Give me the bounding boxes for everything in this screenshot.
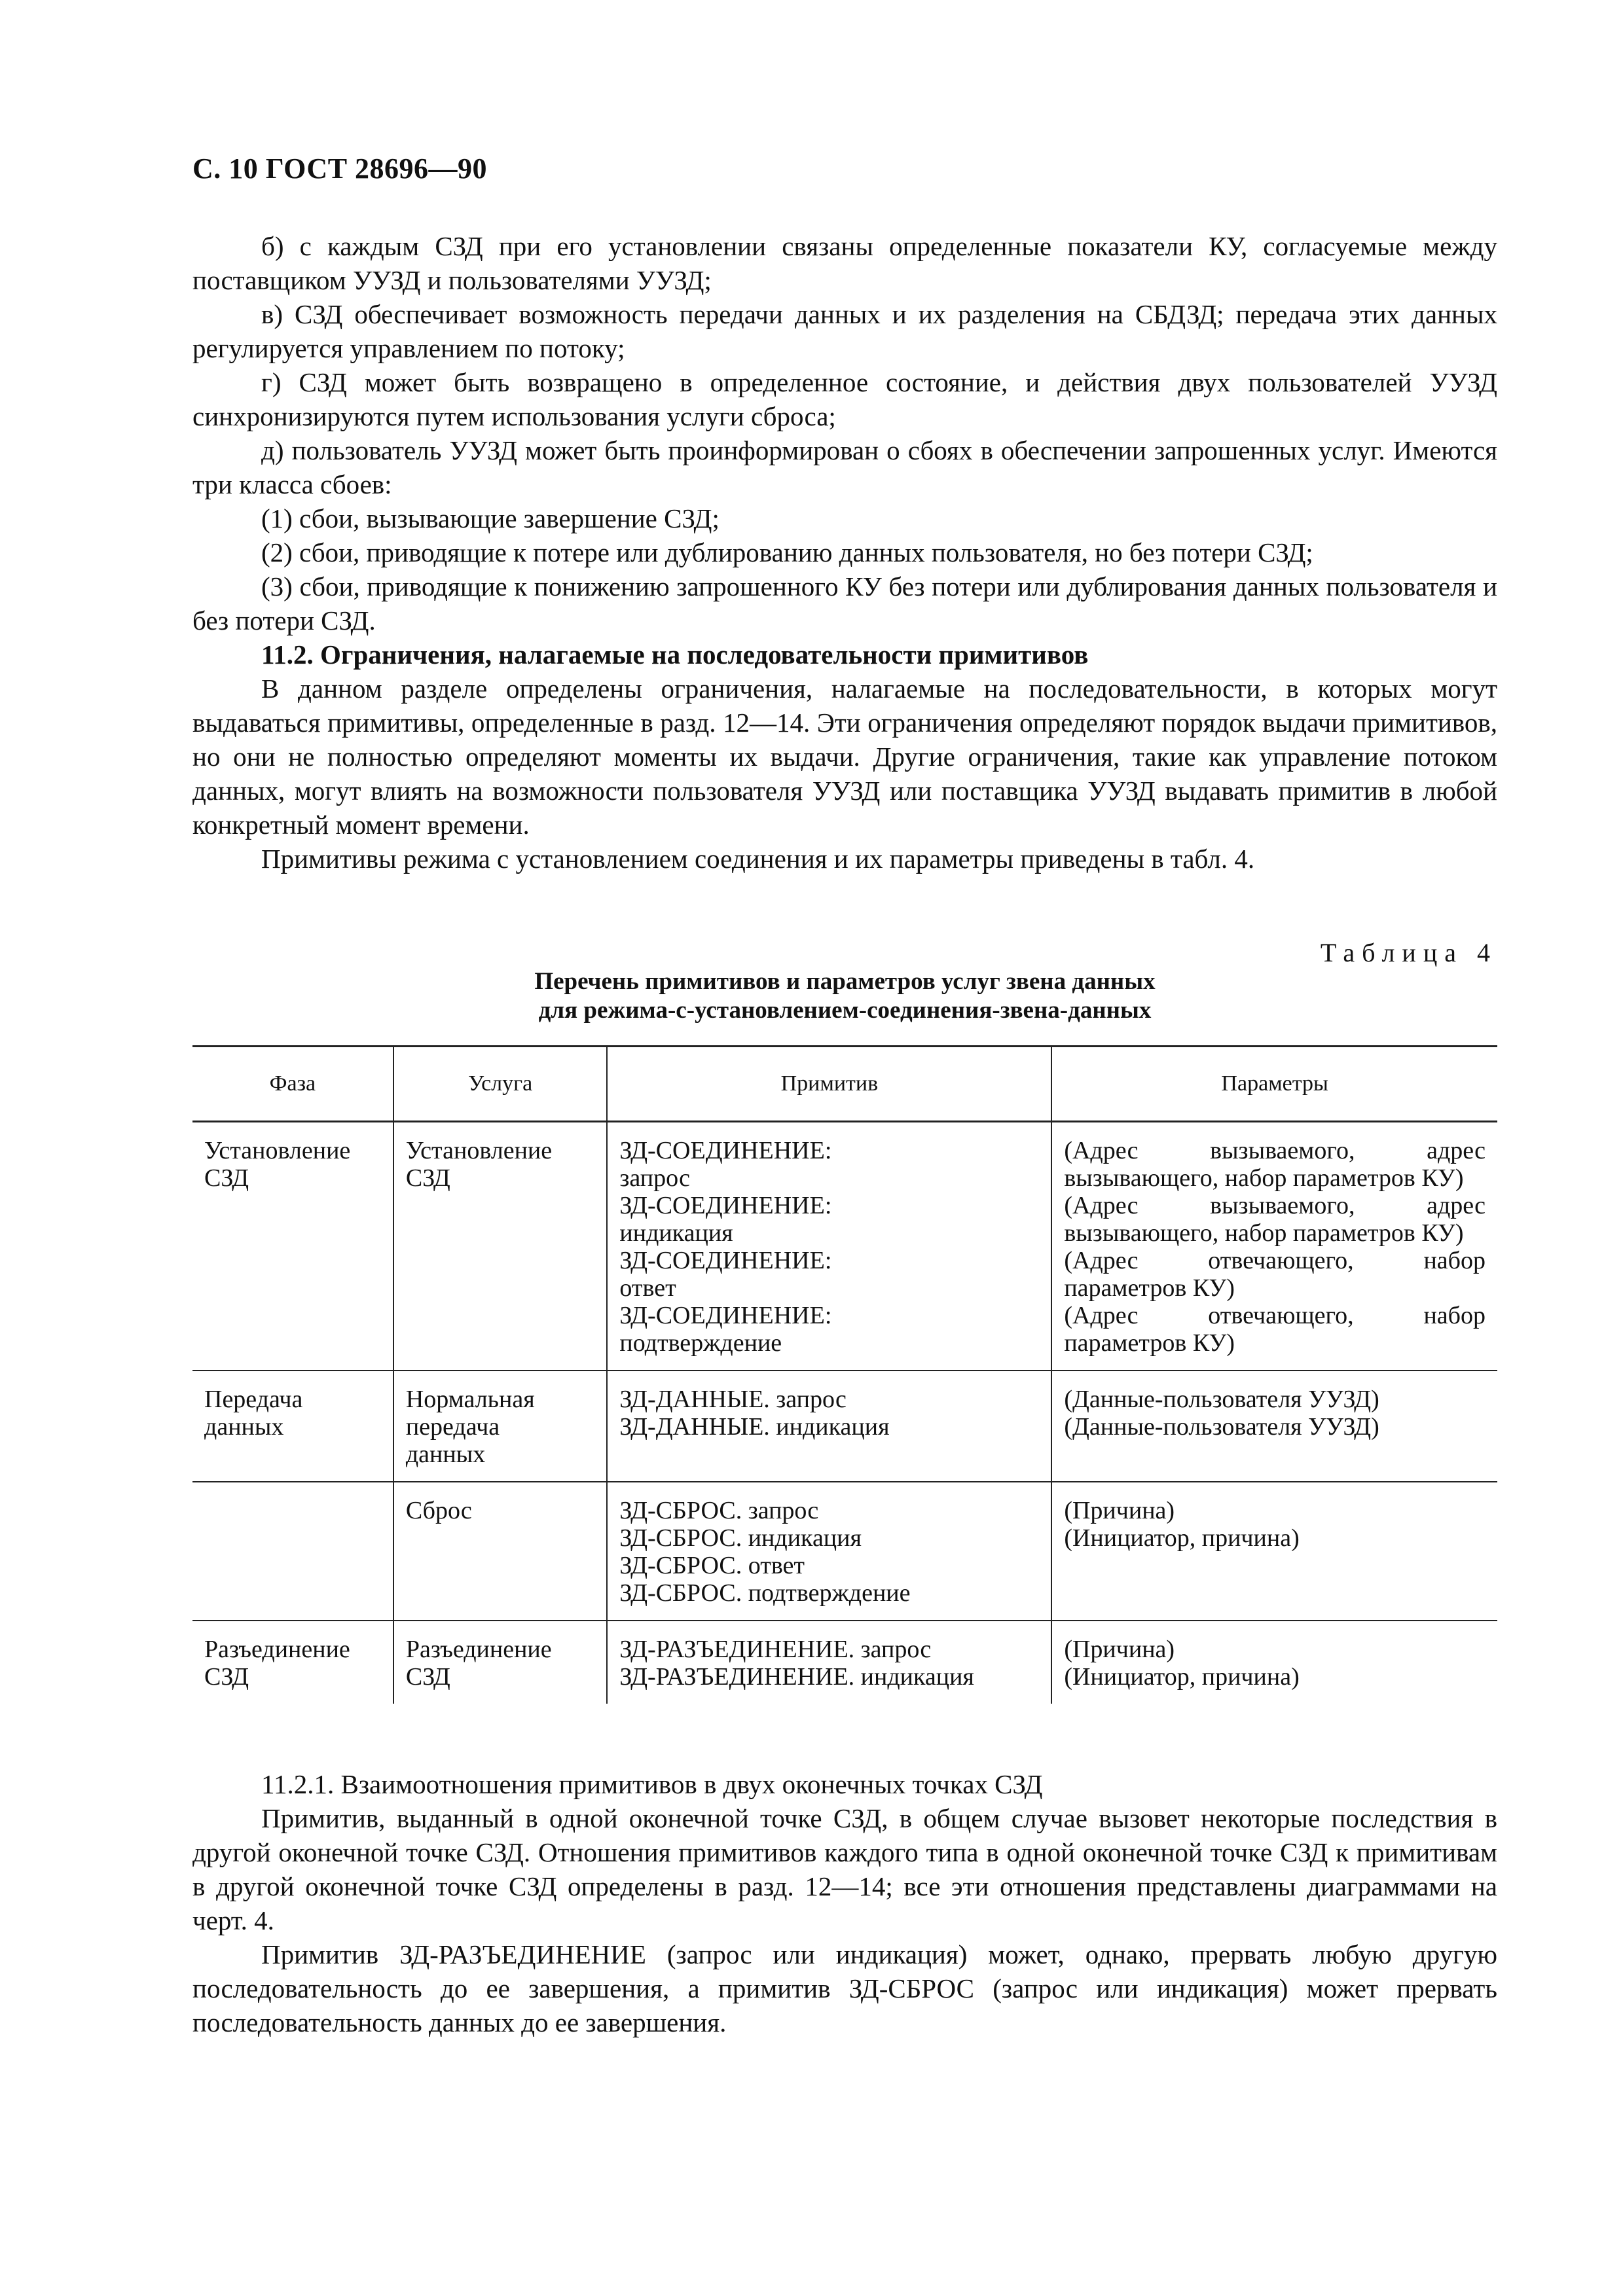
cell-primitive: ЗД-РАЗЪЕДИНЕНИЕ. запрос ЗД-РАЗЪЕДИНЕНИЕ. индикация [607, 1621, 1051, 1704]
cell-params: (Данные-пользователя УУЗД) (Данные-пользователя УУЗД) [1051, 1371, 1497, 1482]
section-paragraph-2: Примитивы режима с установлением соединения и их параметры приведены в табл. 4. [261, 844, 1255, 874]
cell-primitive: ЗД-ДАННЫЕ. запрос ЗД-ДАННЫЕ. индикация [607, 1371, 1051, 1482]
table-label: Таблица 4 [1320, 938, 1497, 967]
header-service: Услуга [393, 1047, 608, 1122]
section-paragraph-1: В данном разделе определены ограничения, налагаемые на последовательности, в которых могут выдаваться примитивы, определенные в разд. 12—14. Эти ограничения определяют порядок выдачи примитивов, но они не полностью определяют моменты их выдачи. Другие ограничения, такие как управление потоком данных, могут влиять на возможности пользователя УУЗД или поставщика УУЗД выдавать примитив в любой конкретный момент времени. [192, 673, 1497, 840]
cell-phase [192, 1482, 393, 1621]
cell-phase: Передача данных [192, 1371, 393, 1482]
table-row [192, 1371, 1497, 1482]
cell-params: (Причина) (Инициатор, причина) [1051, 1621, 1497, 1704]
header-phase: Фаза [192, 1047, 393, 1122]
table-header-row [192, 1047, 1497, 1122]
cell-service: Нормальная передача данных [393, 1371, 608, 1482]
subsection-paragraph-1: Примитив, выданный в одной оконечной точке СЗД, в общем случае вызовет некоторые последствия в другой оконечной точке СЗД. Отношения примитивов каждого типа в одной оконечной точке СЗД к примитивам в другой оконечной точке СЗД определены в разд. 12—14; все эти отношения представлены диаграммами на черт. 4. [192, 1803, 1497, 1935]
header-primitive: Примитив [607, 1047, 1051, 1122]
table-row [192, 1122, 1497, 1371]
paragraph-g: г) СЗД может быть возвращено в определенное состояние, и действия двух пользователей УУЗД синхронизируются путем использования услуги сброса; [192, 367, 1497, 431]
failure-class-3: (3) сбои, приводящие к понижению запрошенного КУ без потери или дублирования данных пользователя и без потери СЗД. [192, 571, 1497, 636]
table-title [192, 967, 1497, 1025]
paragraph-v: в) СЗД обеспечивает возможность передачи данных и их разделения на СБДЗД; передача этих данных регулируется управлением по потоку; [192, 299, 1497, 363]
cell-service: Установление СЗД [393, 1122, 608, 1371]
page-header: С. 10 ГОСТ 28696—90 [192, 152, 488, 185]
paragraph-d: д) пользователь УУЗД может быть проинформирован о сбоях в обеспечении запрошенных услуг. Имеются три класса сбоев: [192, 435, 1497, 499]
cell-primitive: ЗД-СОЕДИНЕНИЕ: запрос ЗД-СОЕДИНЕНИЕ: индикация ЗД-СОЕДИНЕНИЕ: ответ ЗД-СОЕДИНЕНИЕ: подтверждение [607, 1122, 1051, 1371]
cell-primitive: ЗД-СБРОС. запрос ЗД-СБРОС. индикация ЗД-СБРОС. ответ ЗД-СБРОС. подтверждение [607, 1482, 1051, 1621]
failure-class-1: (1) сбои, вызывающие завершение СЗД; [261, 503, 720, 533]
paragraph-b: б) с каждым СЗД при его установлении связаны определенные показатели КУ, согласуемые между поставщиком УУЗД и пользователями УУЗД; [192, 231, 1497, 295]
cell-params: (Адрес вызываемого, адрес вызывающего, набор параметров КУ) (Адрес вызываемого, адрес вызывающего, набор параметров КУ) (Адрес отвечающего, набор параметров КУ) (Адрес отвечающего, набор параметров КУ) [1051, 1122, 1497, 1371]
subsection [192, 1767, 1497, 2039]
subsection-paragraph-2: Примитив ЗД-РАЗЪЕДИНЕНИЕ (запрос или индикация) может, однако, прервать любую другую последовательность до ее завершения, а примитив ЗД-СБРОС (запрос или индикация) может прервать последовательность данных до ее завершения. [192, 1939, 1497, 2037]
cell-service: Сброс [393, 1482, 608, 1621]
intro-section [192, 229, 1497, 876]
failure-class-2: (2) сбои, приводящие к потере или дублированию данных пользователя, но без потери СЗД; [261, 537, 1313, 567]
subsection-heading: 11.2.1. Взаимоотношения примитивов в двух оконечных точках СЗД [261, 1769, 1043, 1799]
cell-params: (Причина) (Инициатор, причина) [1051, 1482, 1497, 1621]
cell-service: Разъединение СЗД [393, 1621, 608, 1704]
cell-phase: Установление СЗД [192, 1122, 393, 1371]
section-heading: 11.2. Ограничения, налагаемые на последовательности примитивов [261, 639, 1089, 670]
header-parameters: Параметры [1051, 1047, 1497, 1122]
table-title-line-1: Перечень примитивов и параметров услуг звена данных [534, 968, 1156, 995]
table-row [192, 1621, 1497, 1704]
table-title-line-2: для режима-с-установлением-соединения-звена-данных [538, 997, 1152, 1024]
primitives-table [192, 1045, 1497, 1704]
cell-phase: Разъединение СЗД [204, 1636, 350, 1691]
table-row [192, 1482, 1497, 1621]
